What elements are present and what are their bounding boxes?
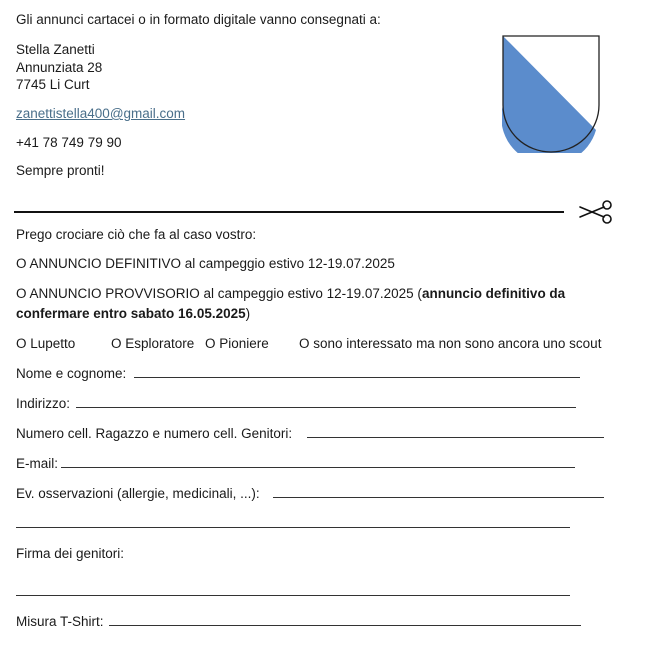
notes-field-line2[interactable] — [16, 527, 570, 528]
signature-field[interactable] — [16, 595, 570, 596]
cut-line — [14, 211, 564, 213]
phone-field[interactable] — [307, 437, 604, 438]
branch-lupetto[interactable]: O Lupetto — [16, 336, 76, 351]
email-field[interactable] — [61, 467, 575, 468]
branch-pioniere[interactable]: O Pioniere — [205, 336, 269, 351]
branch-interested[interactable]: O sono interessato ma non sono ancora uno scout — [299, 336, 602, 351]
phone-label: Numero cell. Ragazzo e numero cell. Genitori: — [16, 426, 293, 441]
instruction-text: Prego crociare ciò che fa al caso vostro: — [16, 227, 257, 242]
address-field[interactable] — [76, 407, 576, 408]
name-field[interactable] — [134, 377, 580, 378]
branch-esploratore[interactable]: O Esploratore — [111, 336, 195, 351]
option-provisional-line2 — [16, 305, 250, 322]
email-label: E-mail: — [16, 456, 59, 471]
option-provisional[interactable] — [16, 285, 565, 302]
contact-street: Annunziata 28 — [16, 60, 103, 75]
intro-text: Gli annunci cartacei o in formato digitale vanno consegnati a: — [16, 12, 381, 27]
address-label: Indirizzo: — [16, 396, 71, 411]
tshirt-label: Misura T-Shirt: — [16, 614, 104, 629]
option-definitive[interactable]: O ANNUNCIO DEFINITIVO al campeggio estivo 12-19.07.2025 — [16, 256, 395, 271]
signature-label: Firma dei genitori: — [16, 546, 125, 561]
contact-email-link[interactable]: zanettistella400@gmail.com — [16, 106, 186, 121]
motto-text: Sempre pronti! — [16, 163, 105, 178]
name-label: Nome e cognome: — [16, 366, 127, 381]
option-provisional-deadline: confermare entro sabato 16.05.2025 — [16, 306, 246, 321]
contact-name: Stella Zanetti — [16, 42, 95, 57]
shield-icon — [502, 35, 600, 153]
notes-field[interactable] — [273, 497, 604, 498]
tshirt-field[interactable] — [109, 625, 581, 626]
contact-phone: +41 78 749 79 90 — [16, 135, 122, 150]
option-provisional-text: O ANNUNCIO PROVVISORIO al campeggio estivo 12-19.07.2025 ( — [16, 286, 422, 301]
scissors-icon — [578, 199, 614, 225]
notes-label: Ev. osservazioni (allergie, medicinali, ...): — [16, 486, 260, 501]
contact-city: 7745 Li Curt — [16, 77, 90, 92]
option-provisional-deadline-note: annuncio definitivo da — [421, 286, 566, 301]
option-provisional-close: ) — [245, 306, 251, 321]
